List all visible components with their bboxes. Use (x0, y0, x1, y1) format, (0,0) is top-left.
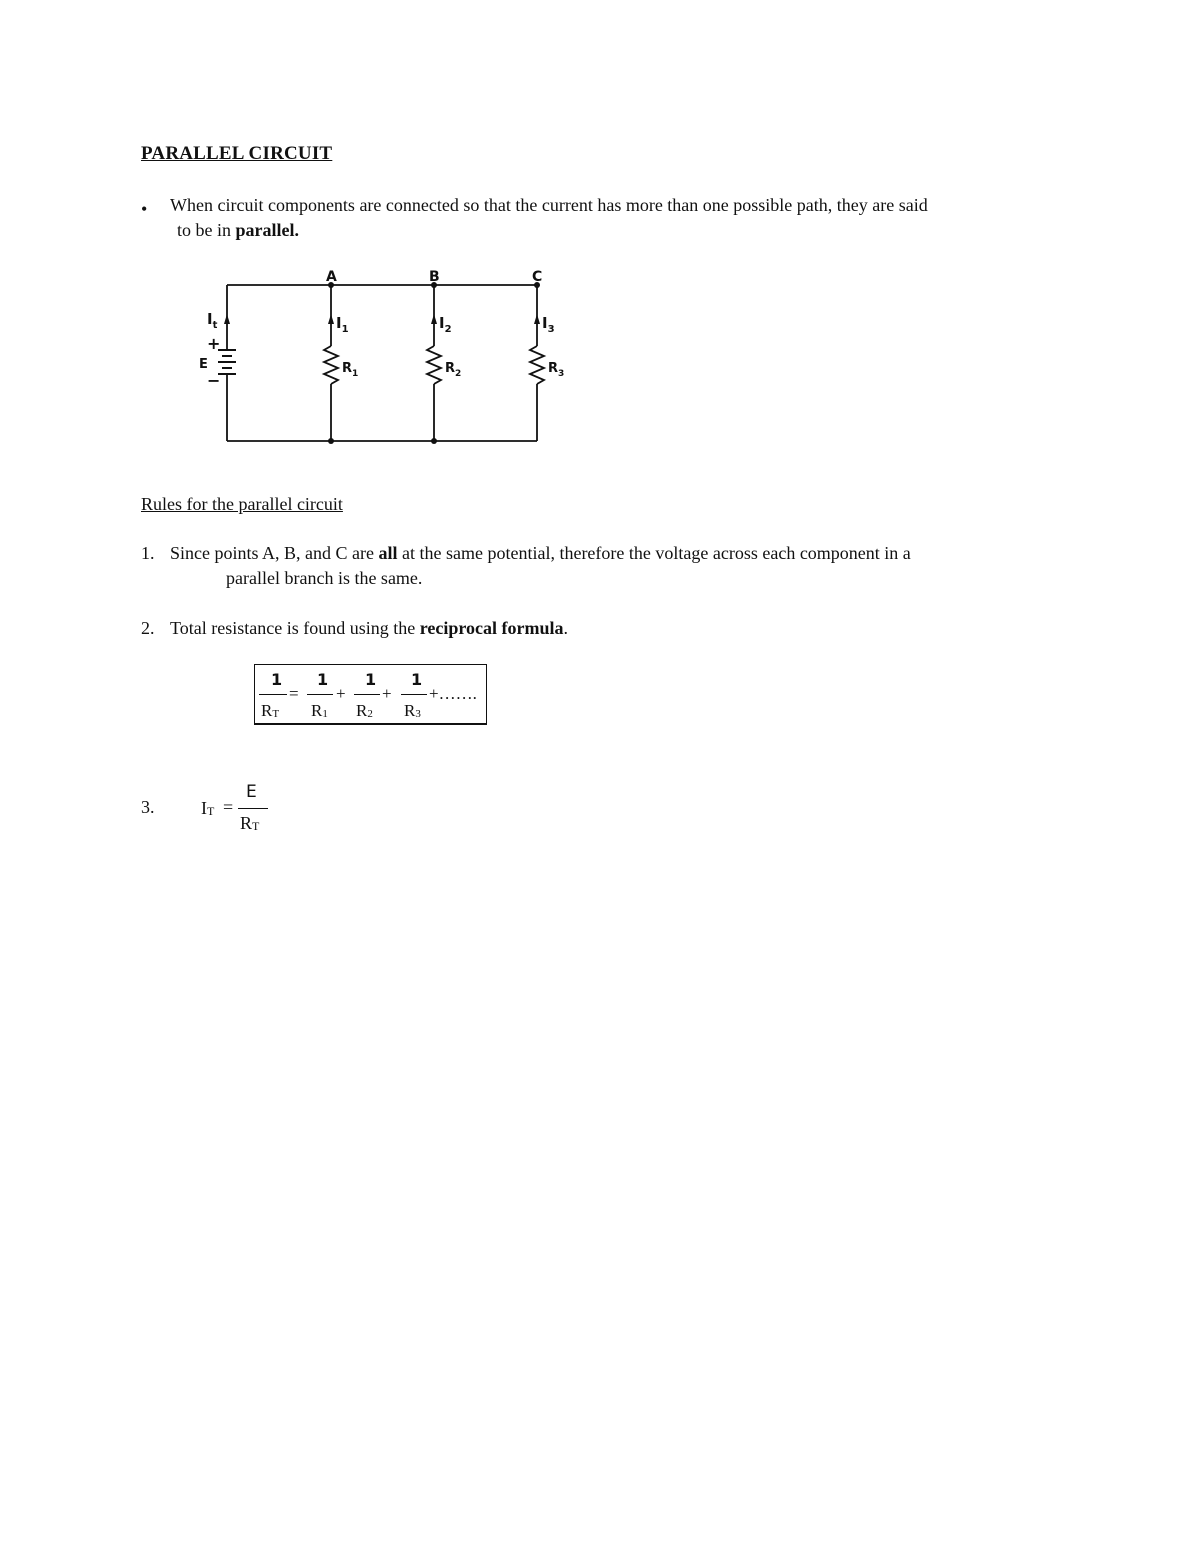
rule-3-lhs: $I_T$ (201, 798, 215, 818)
formula-denominator: $R_T$ (261, 701, 280, 720)
branch-current-2 (439, 314, 452, 335)
rule-3-equals: = (223, 797, 234, 817)
resistor-2-subscript: 2 (455, 369, 462, 379)
current-arrow-2 (431, 314, 437, 324)
intro-line-2-text: to be in (177, 220, 236, 240)
bullet-marker: • (141, 199, 148, 219)
rule-2-number: 2. (141, 618, 155, 638)
branch-current-2-subscript: 2 (444, 324, 452, 335)
current-arrow-3 (534, 314, 540, 324)
branch-current-3-symbol: I (542, 314, 548, 332)
branch-current-1-symbol: I (336, 314, 342, 332)
branch-current-3-subscript: 3 (547, 324, 555, 335)
rule-2-text-pre: Total resistance is found using the (170, 618, 420, 638)
rule-3-numerator: E (246, 782, 257, 802)
formula-equals: = (289, 684, 299, 703)
intro-line-2 (177, 220, 299, 241)
formula-plus: + (382, 684, 392, 703)
resistor-label-1 (342, 361, 358, 379)
total-current-subscript: t (212, 320, 218, 331)
branch-current-1-subscript: 1 (341, 324, 349, 335)
formula-continuation: +……. (429, 684, 477, 703)
branch-current-3 (542, 314, 555, 335)
branch-current-1 (336, 314, 349, 335)
rule-1-text-pre: Since points A, B, and C are (170, 543, 379, 563)
resistor-3-subscript: 3 (558, 369, 565, 379)
resistor-3-symbol: R (548, 361, 559, 376)
battery-minus-sign: − (207, 371, 221, 390)
formula-numerator: 1 (271, 670, 283, 689)
resistor-1-subscript: 1 (352, 369, 359, 379)
junction-dot (431, 438, 437, 444)
parallel-circuit-diagram (196, 262, 586, 452)
resistor-label-2 (445, 361, 461, 379)
formula-denominator: $R_3$ (404, 701, 421, 720)
rule-2-text-post: . (563, 618, 569, 638)
fraction-bar (307, 694, 333, 695)
intro-parallel-term: parallel. (235, 220, 299, 240)
resistor-1-symbol: R (342, 361, 353, 376)
formula-denominator: $R_2$ (356, 701, 373, 720)
fraction-bar (401, 694, 427, 695)
rule-3-denominator: $R_T$ (240, 813, 260, 833)
resistor-label-3 (548, 361, 564, 379)
reciprocal-formula-box (254, 664, 487, 725)
node-label-c: C (532, 269, 543, 285)
formula-numerator: 1 (317, 670, 329, 689)
formula-numerator: 1 (411, 670, 423, 689)
source-label: E (199, 357, 208, 372)
rule-1-number: 1. (141, 543, 155, 563)
total-current-symbol: I (207, 310, 213, 328)
node-label-b: B (429, 269, 440, 285)
resistor-1 (324, 346, 338, 384)
resistor-3 (530, 346, 544, 384)
current-arrow-total (224, 314, 230, 324)
rule-2-text (170, 618, 568, 639)
fraction-bar (354, 694, 380, 695)
branch-current-2-symbol: I (439, 314, 445, 332)
resistor-2 (427, 346, 441, 384)
rule-3-fraction-bar (238, 808, 268, 809)
node-label-a: A (326, 269, 337, 285)
rule-1-line-1 (170, 543, 911, 564)
rule-1-text-post: at the same potential, therefore the voltage across each component in a (397, 543, 911, 563)
total-current-label (207, 310, 218, 331)
formula-plus: + (336, 684, 346, 703)
rule-1-emphasis: all (378, 543, 398, 563)
intro-line-1: When circuit components are connected so that the current has more than one possible path, they are said (170, 195, 928, 215)
fraction-bar (259, 694, 287, 695)
formula-numerator: 1 (365, 670, 377, 689)
battery-plus-sign: + (207, 334, 221, 353)
rule-3-number: 3. (141, 797, 155, 817)
junction-dot (328, 438, 334, 444)
page-title: PARALLEL CIRCUIT (141, 143, 333, 164)
rules-heading: Rules for the parallel circuit (141, 494, 343, 514)
formula-denominator: $R_1$ (311, 701, 328, 720)
resistor-2-symbol: R (445, 361, 456, 376)
current-arrow-1 (328, 314, 334, 324)
rule-2-emphasis: reciprocal formula (419, 618, 564, 638)
rule-1-line-2: parallel branch is the same. (226, 568, 423, 588)
